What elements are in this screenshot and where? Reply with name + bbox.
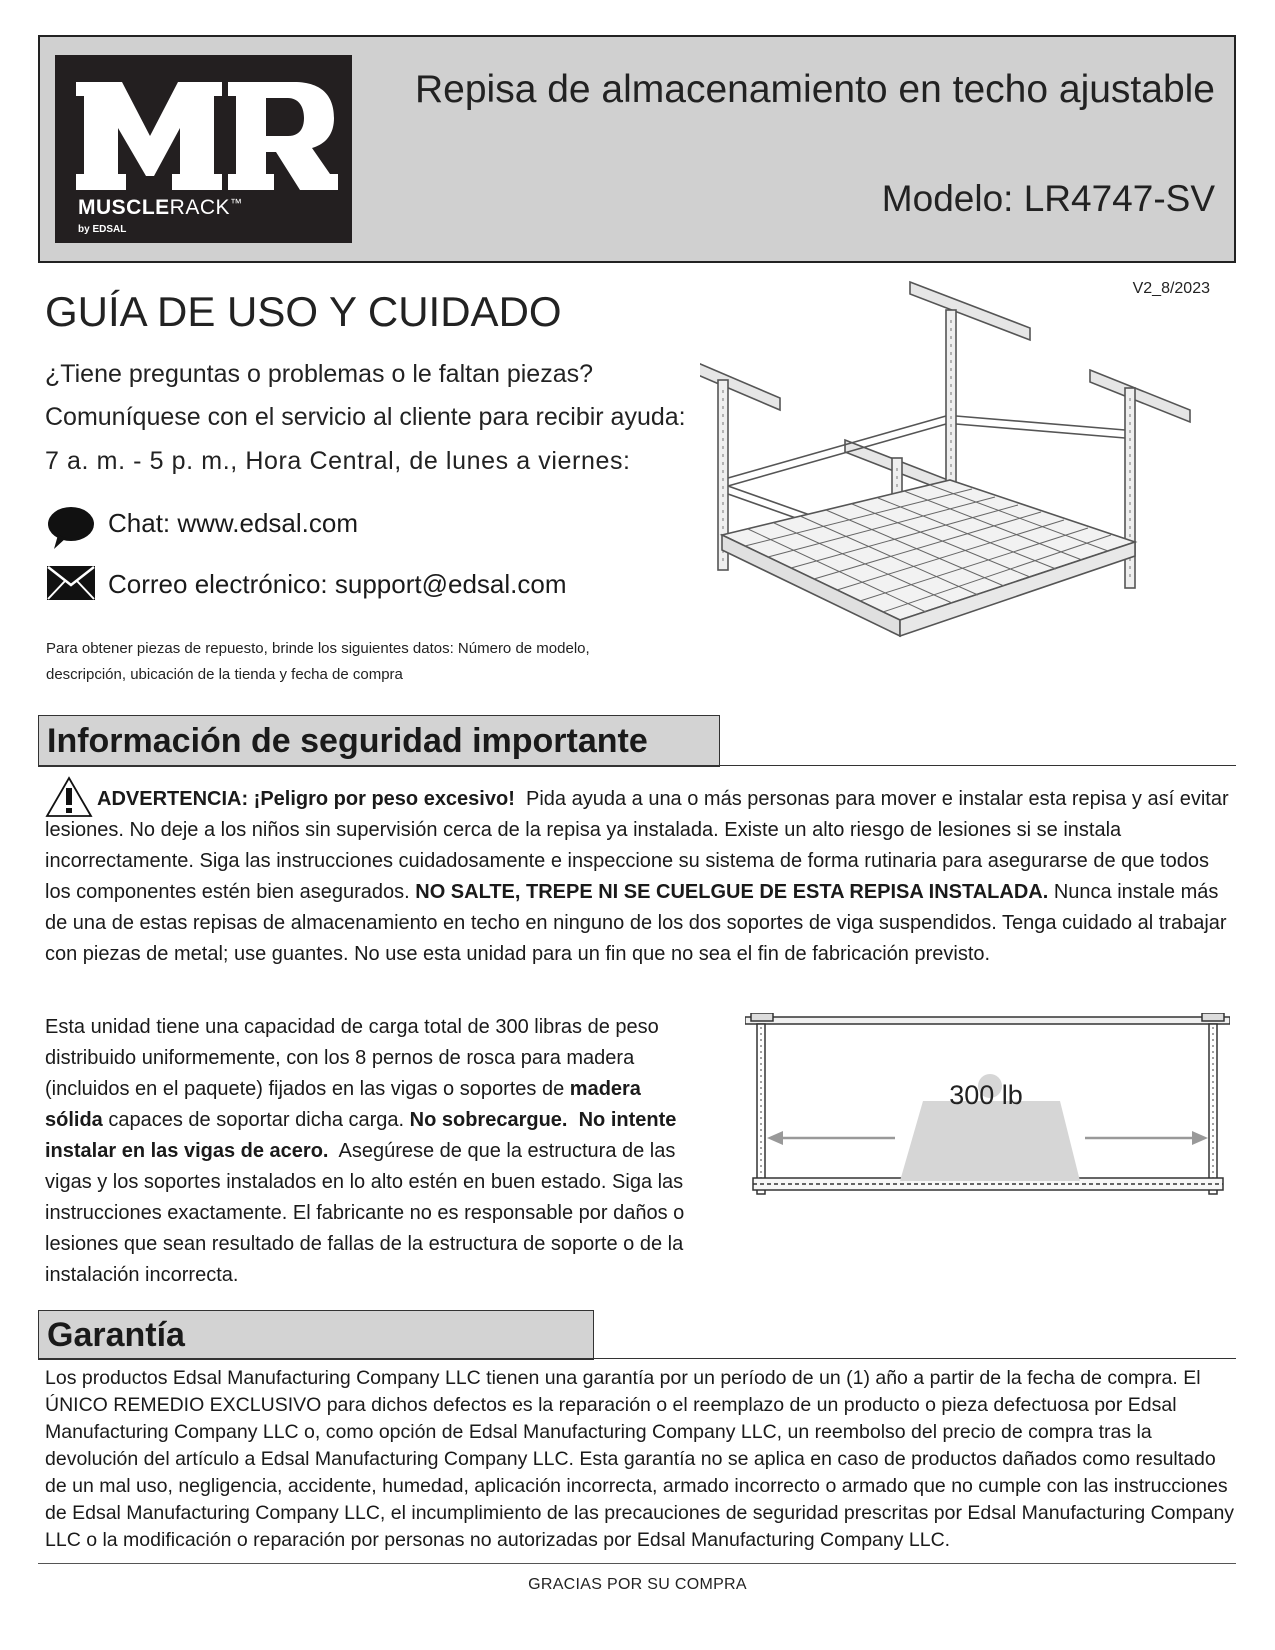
section-divider [38, 1358, 1236, 1359]
load-capacity-paragraph: Esta unidad tiene una capacidad de carga total de 300 libras de peso distribuido uniformemente, con los 8 pernos de rosca para madera (incluidos en el paquete) fijados en las vigas o soportes de madera sólida capaces de soportar dicha carga. No sobrecargue. No intente instalar en las vigas de acero. Asegúrese de que la estructura de las vigas y los soportes instalados en lo alto estén en buen estado. Siga las instrucciones exactamente. El fabricante no es responsable por daños o lesiones que sean resultado de fallas de la estructura de soporte o de la instalación incorrecta. [45, 1016, 685, 1286]
document-title: Repisa de almacenamiento en techo ajustable [414, 68, 1215, 111]
contact-prompt: Comuníquese con el servicio al cliente para recibir ayuda: [45, 403, 686, 431]
chat-bubble-icon [46, 505, 96, 551]
warranty-section-heading: Garantía [38, 1310, 594, 1360]
footer-divider [38, 1563, 1236, 1564]
logo-by-line: by EDSAL [78, 224, 127, 235]
section-divider [38, 765, 1236, 766]
logo-monogram-mr [72, 58, 342, 198]
safety-section-heading: Información de seguridad importante [38, 715, 720, 767]
service-hours: 7 a. m. - 5 p. m., Hora Central, de lunes a viernes: [45, 447, 631, 475]
warning-label: ADVERTENCIA: ¡Peligro por peso excesivo! [97, 788, 515, 810]
warranty-paragraph: Los productos Edsal Manufacturing Company LLC tienen una garantía por un período de un (1) año a partir de la fecha de compra. El ÚNICO REMEDIO EXCLUSIVO para dichos defectos es la reparación o el reemplazo de un producto o pieza defectuosa por Edsal Manufacturing Company LLC o, como opción de Edsal Manufacturing Company LLC, un reembolso del precio de compra tras la devolución del artículo a Edsal Manufacturing Company LLC. Esta garantía no se aplica en caso de productos dañados como resultado de un mal uso, negligencia, accidente, humedad, aplicación incorrecta, armado incorrecto o armado que no cumple con las instrucciones de Edsal Manufacturing Company LLC, el incumplimiento de las precauciones de seguridad prescritas por Edsal Manufacturing Company LLC o la modificación o reparación por personas no autorizadas por Edsal Manufacturing Company LLC. [45, 1367, 1235, 1551]
warning-paragraph: ADVERTENCIA: ¡Peligro por peso excesivo! Pida ayuda a una o más personas para mover e instalar esta repisa y así evitar lesiones. No deje a los niños sin supervisión cerca de la repisa ya instalada. Existe un alto riesgo de lesiones si se instala incorrectamente. Siga las instrucciones cuidadosamente e inspeccione su sistema de forma rutinaria para asegurarse de que todos los componentes estén bien asegurados. NO SALTE, TREPE NI SE CUELGUE DE ESTA REPISA INSTALADA. Nunca instale más de una de estas repisas de almacenamiento en techo en ninguno de los dos soportes de viga suspendidos. Tenga cuidado al trabajar con piezas de metal; use guantes. No use esta unidad para un fin que no sea el fin de fabricación previsto. [45, 788, 1229, 965]
envelope-icon [46, 565, 96, 601]
no-climb-warning: NO SALTE, TREPE NI SE CUELGUE DE ESTA REPISA INSTALADA. [415, 881, 1049, 903]
chat-link[interactable]: Chat: www.edsal.com [108, 508, 358, 538]
guide-title: GUÍA DE USO Y CUIDADO [45, 288, 562, 335]
overhead-rack-illustration [700, 280, 1245, 665]
version-label: V2_8/2023 [1132, 280, 1210, 297]
diagram-weight-label: 300 lb [949, 1080, 1023, 1110]
email-link[interactable]: Correo electrónico: support@edsal.com [108, 569, 567, 599]
footer-thanks: GRACIAS POR SU COMPRA [528, 1576, 747, 1593]
replacement-parts-note: Para obtener piezas de repuesto, brinde los siguientes datos: Número de modelo, descripción, ubicación de la tienda y fecha de compra [46, 640, 590, 683]
logo-brand-name: MUSCLERACK™ [78, 196, 243, 219]
model-number: Modelo: LR4747-SV [881, 178, 1215, 219]
question-line: ¿Tiene preguntas o problemas o le faltan piezas? [45, 360, 594, 388]
